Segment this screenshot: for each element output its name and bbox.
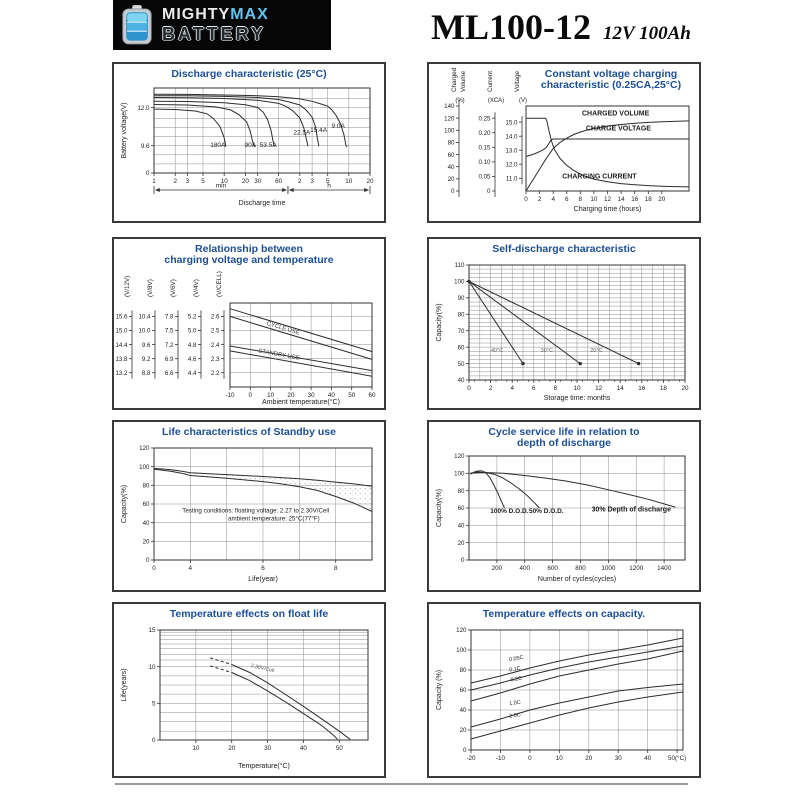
svg-text:CHARGING CURRENT: CHARGING CURRENT [562,173,637,181]
svg-text:5.2: 5.2 [187,313,197,321]
battery-rating: 12V 100Ah [602,23,691,44]
svg-text:13.2: 13.2 [115,369,128,377]
svg-text:Temperature(°C): Temperature(°C) [238,763,290,770]
svg-text:80: 80 [457,487,465,495]
svg-text:1: 1 [152,178,156,185]
svg-text:20: 20 [228,745,236,752]
svg-text:20°C: 20°C [590,348,603,355]
svg-text:10: 10 [555,755,563,762]
svg-text:200: 200 [491,565,503,572]
svg-text:30°C: 30°C [540,348,553,355]
svg-text:0: 0 [451,188,455,196]
svg-text:53.5A: 53.5A [259,142,277,150]
svg-text:60: 60 [457,505,465,513]
svg-text:-10: -10 [495,755,505,762]
svg-text:h: h [327,182,331,190]
svg-text:22.5A: 22.5A [293,129,311,137]
svg-text:Discharge characteristic (25°C: Discharge characteristic (25°C) [171,68,327,80]
svg-text:9.0A: 9.0A [331,123,345,131]
temperature-capacity-chart [429,604,699,776]
svg-text:Self-discharge characteristic: Self-discharge characteristic [492,243,636,255]
svg-text:20: 20 [142,538,150,546]
svg-text:(V): (V) [519,98,527,104]
svg-text:0: 0 [461,557,465,565]
svg-text:Charging time (hours): Charging time (hours) [573,206,642,213]
svg-text:4: 4 [510,385,514,392]
svg-text:12: 12 [595,385,603,392]
svg-text:13.8: 13.8 [115,355,128,363]
svg-text:1200: 1200 [629,565,644,572]
panel-discharge-characteristic [112,62,386,223]
svg-text:10: 10 [590,196,598,203]
svg-text:Storage time: months: Storage time: months [543,395,611,402]
svg-text:90A: 90A [244,142,257,150]
svg-text:0.05C: 0.05C [508,654,525,664]
svg-text:40: 40 [457,377,465,385]
svg-text:20: 20 [447,176,455,184]
svg-text:600: 600 [547,565,558,572]
panel-cycle-service-life [427,420,701,592]
svg-text:Testing conditions: floating v: Testing conditions: floating voltage: 2.27 to 2.30V/Cell [182,507,330,515]
svg-text:2: 2 [488,385,493,392]
svg-text:50% D.O.D.: 50% D.O.D. [528,507,564,515]
svg-text:0.05: 0.05 [478,173,491,181]
svg-text:120: 120 [456,627,467,635]
svg-text:(%): (%) [455,98,465,104]
page-title [431,6,701,48]
svg-text:10.0: 10.0 [138,327,151,335]
temperature-float-life-chart [114,604,384,776]
svg-text:2.0C: 2.0C [509,712,522,720]
svg-text:7.2: 7.2 [164,341,174,349]
svg-text:CHARGE VOLTAGE: CHARGE VOLTAGE [585,125,651,133]
panel-temperature-float-life [112,602,386,778]
self-discharge-chart [429,239,699,408]
svg-text:10: 10 [220,178,228,185]
svg-text:20: 20 [658,196,666,203]
svg-text:5: 5 [201,178,205,185]
svg-text:50: 50 [335,745,343,752]
svg-text:30: 30 [264,745,272,752]
svg-text:100: 100 [454,278,465,286]
svg-text:Voltage: Voltage [514,70,521,92]
svg-text:40: 40 [447,163,455,171]
svg-text:12: 12 [603,196,612,203]
svg-text:9.6: 9.6 [141,341,151,349]
svg-text:30: 30 [254,178,262,185]
svg-text:8.8: 8.8 [141,369,151,377]
svg-text:20: 20 [366,178,374,185]
svg-text:80: 80 [459,667,467,675]
svg-text:CYCLE USE: CYCLE USE [265,321,301,337]
panel-charging-voltage-temperature [112,237,386,410]
svg-text:100% D.O.D.: 100% D.O.D. [490,507,529,515]
svg-text:18: 18 [644,196,652,203]
svg-text:40°C: 40°C [490,348,504,355]
svg-text:depth of discharge: depth of discharge [517,437,611,449]
svg-text:4.4: 4.4 [187,369,197,377]
svg-text:6: 6 [261,565,265,572]
svg-text:20: 20 [681,385,689,392]
svg-text:Temperature effects on float l: Temperature effects on float life [169,608,329,620]
svg-text:0: 0 [467,385,471,392]
svg-text:2.3: 2.3 [210,355,220,363]
svg-text:0.10: 0.10 [478,159,491,167]
cycle-service-life-chart [429,422,699,590]
panel-constant-voltage-charging [427,62,701,223]
svg-text:1000: 1000 [601,565,616,572]
svg-text:60: 60 [142,501,150,509]
svg-text:60: 60 [447,151,455,159]
battery-icon [120,4,154,46]
svg-text:0: 0 [487,188,491,196]
panel-temperature-capacity [427,602,701,778]
svg-text:8: 8 [333,565,338,572]
svg-text:20: 20 [459,727,467,735]
svg-text:40: 40 [299,745,307,752]
svg-text:60: 60 [275,178,283,185]
svg-text:10: 10 [573,385,581,392]
svg-text:60: 60 [368,392,376,399]
life-standby-chart [114,422,384,590]
svg-text:20: 20 [241,178,249,185]
svg-text:0.25: 0.25 [478,115,491,123]
svg-text:50: 50 [457,360,465,368]
svg-text:CHARGED VOLUME: CHARGED VOLUME [581,110,650,118]
svg-text:120: 120 [444,115,455,123]
svg-text:Temperature effects on capacit: Temperature effects on capacity. [482,608,646,620]
svg-text:4: 4 [551,196,555,203]
svg-text:80: 80 [447,139,455,147]
svg-text:8: 8 [553,385,558,392]
svg-text:4.6: 4.6 [187,355,197,363]
svg-text:(V/12V): (V/12V) [124,275,131,297]
svg-text:15.0: 15.0 [115,327,128,335]
svg-text:0: 0 [463,747,467,755]
svg-text:15.6: 15.6 [115,313,128,321]
svg-text:Constant voltage charging: Constant voltage charging [544,68,678,80]
svg-text:0: 0 [146,557,150,565]
svg-text:60: 60 [459,687,467,695]
svg-text:16: 16 [631,196,639,203]
svg-text:6: 6 [532,385,536,392]
svg-text:(V/4V): (V/4V) [193,279,200,297]
constant-voltage-charging-chart [429,64,699,221]
svg-text:0.2C: 0.2C [510,675,523,684]
svg-text:100: 100 [139,463,150,471]
svg-text:7.5: 7.5 [164,327,174,335]
charging-voltage-temperature-chart [114,239,384,408]
svg-text:8: 8 [578,196,583,203]
svg-text:20: 20 [585,755,593,762]
svg-text:0: 0 [248,392,253,399]
svg-text:6.9: 6.9 [164,355,174,363]
discharge-characteristic-chart [114,64,384,221]
svg-text:Life characteristics of Standb: Life characteristics of Standby use [162,426,336,438]
svg-text:180A: 180A [210,142,226,150]
svg-text:3: 3 [185,178,190,185]
brand-logo [113,0,331,50]
svg-text:12.0: 12.0 [505,161,518,169]
svg-text:Capacity(%): Capacity(%) [436,303,443,342]
svg-text:0.1C: 0.1C [508,665,522,674]
svg-text:10: 10 [148,663,156,671]
svg-text:3: 3 [310,178,314,185]
panel-self-discharge [427,237,701,410]
svg-text:5: 5 [325,178,330,185]
svg-text:30% Depth of discharge: 30% Depth of discharge [591,506,671,514]
svg-text:20: 20 [457,539,465,547]
svg-text:90: 90 [457,295,465,303]
svg-text:Volume: Volume [460,70,467,92]
svg-text:Discharge time: Discharge time [238,200,286,207]
svg-text:1400: 1400 [657,565,672,572]
svg-text:5: 5 [152,700,156,708]
svg-text:400: 400 [519,565,530,572]
svg-text:0.20: 0.20 [478,129,491,137]
svg-text:14: 14 [617,196,625,203]
svg-text:40: 40 [644,755,652,762]
svg-text:12.0: 12.0 [137,104,150,112]
svg-text:80: 80 [457,311,465,319]
svg-text:10: 10 [267,392,275,399]
svg-text:9.6: 9.6 [140,142,150,150]
svg-text:2.30V/Cell: 2.30V/Cell [250,663,275,675]
svg-text:Charged: Charged [451,67,458,92]
svg-text:0: 0 [152,737,156,745]
svg-text:Capacity (%): Capacity (%) [436,669,443,711]
svg-text:(V/CELL): (V/CELL) [216,271,223,297]
svg-text:50(°C): 50(°C) [667,755,687,762]
svg-text:0.15: 0.15 [478,144,491,152]
svg-text:Life(years): Life(years) [121,668,128,702]
svg-text:2: 2 [298,178,302,185]
svg-text:7.8: 7.8 [164,313,174,321]
svg-text:30: 30 [614,755,622,762]
svg-text:STANDBY USE: STANDBY USE [257,348,300,362]
svg-text:Relationship between: Relationship between [195,243,303,255]
svg-text:2.5: 2.5 [210,327,220,335]
logo-text [162,7,269,43]
svg-text:140: 140 [444,103,455,111]
svg-text:-20: -20 [466,755,476,762]
svg-text:13.0: 13.0 [505,147,518,155]
svg-text:6.6: 6.6 [164,369,174,377]
svg-text:70: 70 [457,327,465,335]
svg-text:60: 60 [457,344,465,352]
svg-text:Current: Current [487,71,494,92]
svg-text:4.8: 4.8 [187,341,197,349]
svg-text:(V/8V): (V/8V) [147,279,154,297]
svg-text:10: 10 [192,745,200,752]
svg-text:9.2: 9.2 [141,355,151,363]
svg-text:10: 10 [345,178,353,185]
svg-text:15: 15 [148,627,156,635]
model-number: ML100-12 [431,7,591,47]
svg-text:0: 0 [152,565,156,572]
svg-text:14: 14 [616,385,624,392]
svg-text:Cycle service life in relation: Cycle service life in relation to [488,426,640,438]
svg-text:80: 80 [142,482,150,490]
svg-text:0: 0 [524,196,528,203]
panel-life-standby [112,420,386,592]
svg-text:5.0: 5.0 [187,327,197,335]
svg-text:2.2: 2.2 [210,369,220,377]
svg-text:(XCA): (XCA) [487,98,505,104]
svg-text:charging voltage and temperatu: charging voltage and temperature [164,254,334,266]
svg-text:100: 100 [454,470,465,478]
svg-text:40: 40 [457,522,465,530]
footer-divider [115,783,688,785]
svg-text:15.0: 15.0 [505,119,518,127]
svg-text:120: 120 [454,453,465,461]
svg-text:30: 30 [307,392,315,399]
svg-text:1.0C: 1.0C [509,699,522,708]
svg-text:2: 2 [173,178,177,185]
svg-text:Life(year): Life(year) [248,576,278,583]
svg-text:16: 16 [638,385,646,392]
svg-text:characteristic (0.25CA,25°C): characteristic (0.25CA,25°C) [540,79,682,91]
svg-text:0: 0 [528,755,532,762]
svg-text:min: min [215,182,227,190]
svg-text:800: 800 [575,565,586,572]
svg-text:14.4: 14.4 [115,341,128,349]
svg-text:15.4A: 15.4A [310,127,328,135]
svg-text:0: 0 [146,170,150,178]
svg-text:Battery voltage(V): Battery voltage(V) [121,102,128,159]
svg-text:50: 50 [348,392,356,399]
svg-text:6: 6 [565,196,569,203]
svg-text:ambient temperature: 25°C(77°F: ambient temperature: 25°C(77°F) [228,515,320,523]
logo-brand-bottom: BATTERY [162,24,266,44]
svg-text:(V/6V): (V/6V) [170,279,177,297]
svg-text:Capacity(%): Capacity(%) [436,488,443,528]
svg-text:100: 100 [444,127,455,135]
svg-text:2.6: 2.6 [210,313,220,321]
logo-brand-top: MIGHTYMAX [162,6,269,23]
svg-text:40: 40 [142,519,150,527]
svg-text:10.4: 10.4 [138,313,151,321]
svg-text:2.4: 2.4 [210,341,220,349]
svg-text:2: 2 [537,196,542,203]
svg-text:4: 4 [188,565,193,572]
svg-text:-10: -10 [225,392,235,399]
svg-text:11.0: 11.0 [505,175,518,183]
svg-text:100: 100 [456,647,467,655]
svg-text:Ambient temperature(°C): Ambient temperature(°C) [262,399,340,406]
svg-text:120: 120 [139,445,150,453]
svg-text:14.0: 14.0 [505,133,518,141]
svg-text:18: 18 [659,385,667,392]
svg-text:40: 40 [459,707,467,715]
svg-text:110: 110 [454,262,465,270]
svg-text:Capacity(%): Capacity(%) [121,484,128,524]
svg-text:20: 20 [287,392,295,399]
svg-text:40: 40 [327,392,335,399]
svg-text:Number of cycles(cycles): Number of cycles(cycles) [537,576,617,583]
